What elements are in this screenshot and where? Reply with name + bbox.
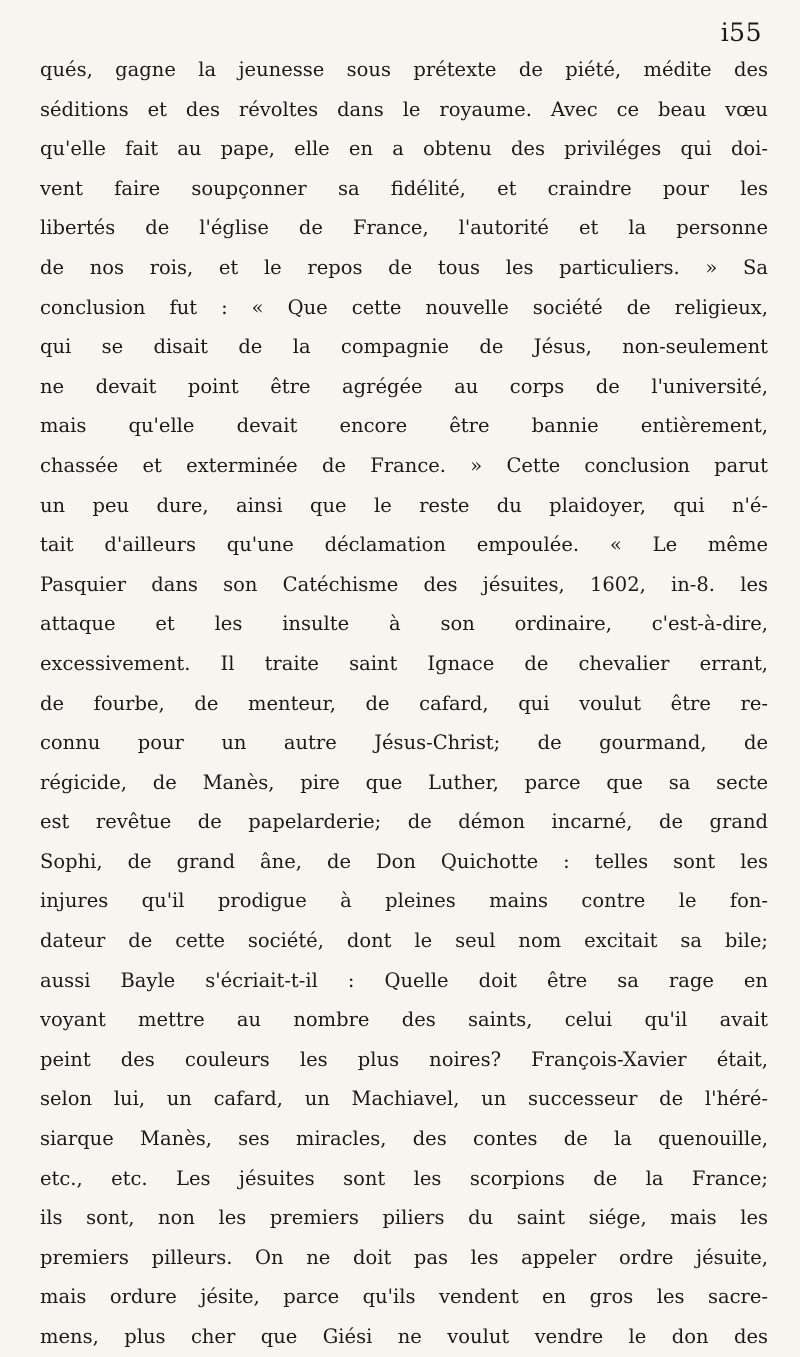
text-line: peint des couleurs les plus noires? François-Xavier était, xyxy=(40,1047,768,1071)
text-line: conclusion fut : « Que cette nouvelle société de religieux, xyxy=(40,295,768,319)
text-line: injures qu'il prodigue à pleines mains contre le fon- xyxy=(40,889,768,913)
text-line: mais qu'elle devait encore être bannie entièrement, xyxy=(40,414,768,438)
text-line: de nos rois, et le repos de tous les particuliers. » Sa xyxy=(40,255,768,279)
text-line: selon lui, un cafard, un Machiavel, un successeur de l'héré- xyxy=(40,1087,768,1111)
body-text xyxy=(40,50,768,1357)
text-line: libertés de l'église de France, l'autorité et la personne xyxy=(40,216,768,240)
text-line: Sophi, de grand âne, de Don Quichotte : telles sont les xyxy=(40,849,768,873)
text-line: qués, gagne la jeunesse sous prétexte de piété, médite des xyxy=(40,58,768,81)
text-line: Pasquier dans son Catéchisme des jésuites, 1602, in-8. les xyxy=(40,572,768,596)
text-line: tait d'ailleurs qu'une déclamation empoulée. « Le même xyxy=(40,533,768,557)
text-line: aussi Bayle s'écriait-t-il : Quelle doit être sa rage en xyxy=(40,968,768,992)
text-line: attaque et les insulte à son ordinaire, c'est-à-dire, xyxy=(40,612,768,636)
text-line: séditions et des révoltes dans le royaume. Avec ce beau vœu xyxy=(40,97,768,121)
text-line: régicide, de Manès, pire que Luther, parce que sa secte xyxy=(40,770,768,794)
text-line: un peu dure, ainsi que le reste du plaidoyer, qui n'é- xyxy=(40,493,768,517)
text-line: ils sont, non les premiers piliers du saint siége, mais les xyxy=(40,1206,768,1230)
text-line: etc., etc. Les jésuites sont les scorpions de la France; xyxy=(40,1166,768,1190)
text-line: qu'elle fait au pape, elle en a obtenu des priviléges qui doi- xyxy=(40,137,768,161)
text-line: mais ordure jésite, parce qu'ils vendent en gros les sacre- xyxy=(40,1285,768,1309)
text-line: dateur de cette société, dont le seul nom excitait sa bile; xyxy=(40,929,768,953)
text-line: vent faire soupçonner sa fidélité, et craindre pour les xyxy=(40,176,768,200)
text-line: de fourbe, de menteur, de cafard, qui voulut être re- xyxy=(40,691,768,715)
text-line: premiers pilleurs. On ne doit pas les appeler ordre jésuite, xyxy=(40,1245,768,1269)
text-line: est revêtue de papelarderie; de démon incarné, de grand xyxy=(40,810,768,834)
text-line: connu pour un autre Jésus-Christ; de gourmand, de xyxy=(40,731,768,755)
page-number: i55 xyxy=(720,18,762,47)
text-line: chassée et exterminée de France. » Cette conclusion parut xyxy=(40,453,768,477)
text-line: ne devait point être agrégée au corps de l'université, xyxy=(40,374,768,398)
text-line: voyant mettre au nombre des saints, celui qu'il avait xyxy=(40,1008,768,1032)
text-line: qui se disait de la compagnie de Jésus, non-seulement xyxy=(40,335,768,359)
text-line: mens, plus cher que Giési ne voulut vendre le don des xyxy=(40,1325,768,1348)
text-line: siarque Manès, ses miracles, des contes de la quenouille, xyxy=(40,1127,768,1151)
text-line: excessivement. Il traite saint Ignace de chevalier errant, xyxy=(40,651,768,675)
